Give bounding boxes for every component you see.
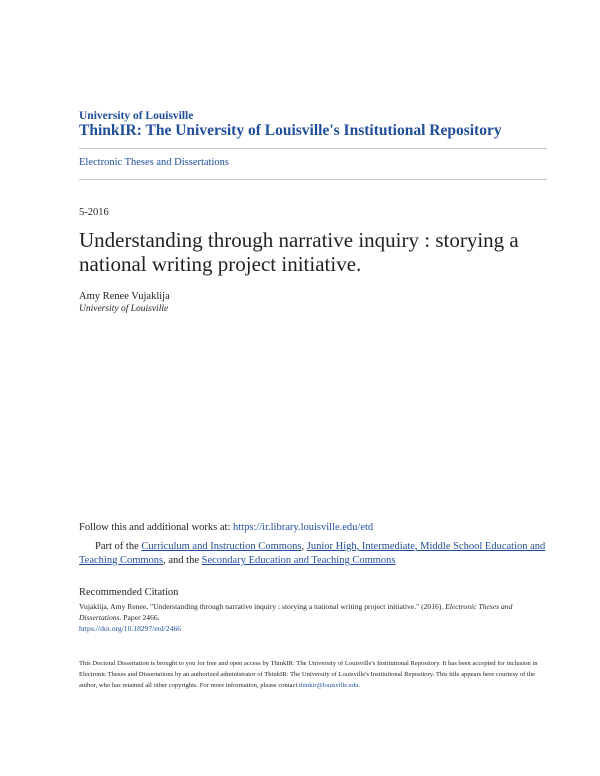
citation-series: Electronic Theses and Dissertations.: [79, 602, 513, 622]
part-of-separator-2: , and the: [163, 555, 202, 566]
secondary-education-commons-link[interactable]: Secondary Education and Teaching Commons: [201, 555, 396, 566]
author-name: Amy Renee Vujaklija: [79, 291, 170, 302]
part-of-separator-1: ,: [301, 541, 307, 552]
header-divider: [79, 148, 547, 149]
part-of-prefix: Part of the: [95, 541, 142, 552]
follow-line: [79, 522, 373, 533]
document-title: Understanding through narrative inquiry : storying a national writing project initiative.: [79, 228, 519, 276]
repository-link[interactable]: ThinkIR: The University of Louisville's Institutional Repository: [79, 122, 502, 139]
citation-body: Vujaklija, Amy Renee, "Understanding through narrative inquiry : storying a national writing project initiative." (2016).: [79, 602, 446, 611]
notice-end: .: [358, 682, 361, 689]
author-affiliation: University of Louisville: [79, 304, 169, 314]
access-notice: [79, 658, 549, 691]
publication-date: 5-2016: [79, 207, 109, 218]
part-of-commons: [79, 540, 549, 568]
collection-link[interactable]: Electronic Theses and Dissertations: [79, 157, 229, 168]
recommended-citation-heading: Recommended Citation: [79, 587, 179, 598]
curriculum-commons-link[interactable]: Curriculum and Instruction Commons: [141, 541, 302, 552]
citation-paper: Paper 2466.: [121, 613, 160, 622]
university-link[interactable]: University of Louisville: [79, 110, 194, 122]
notice-text: This Doctoral Dissertation is brought to you for free and open access by ThinkIR: The University of Louisville's Institutional Repository. It has been accepted for inclusion in Electronic Theses and Dissertations by an authorized administrator of ThinkIR: The University of Louisville's Institutional Repository. This title appears here courtesy of the author, who has retained all other copyrights. For more information, please contact: [79, 660, 538, 689]
junior-high-commons-link[interactable]: Junior High, Intermediate, Middle School Education and Teaching Commons: [79, 541, 546, 566]
etd-url-link[interactable]: https://ir.library.louisville.edu/etd: [233, 522, 374, 533]
follow-text: Follow this and additional works at:: [79, 522, 233, 533]
citation-text: [79, 601, 549, 634]
contact-email-link[interactable]: thinkir@louisville.edu: [299, 682, 359, 689]
collection-divider: [79, 179, 547, 180]
doi-link[interactable]: https://doi.org/10.18297/etd/2466: [79, 624, 181, 633]
